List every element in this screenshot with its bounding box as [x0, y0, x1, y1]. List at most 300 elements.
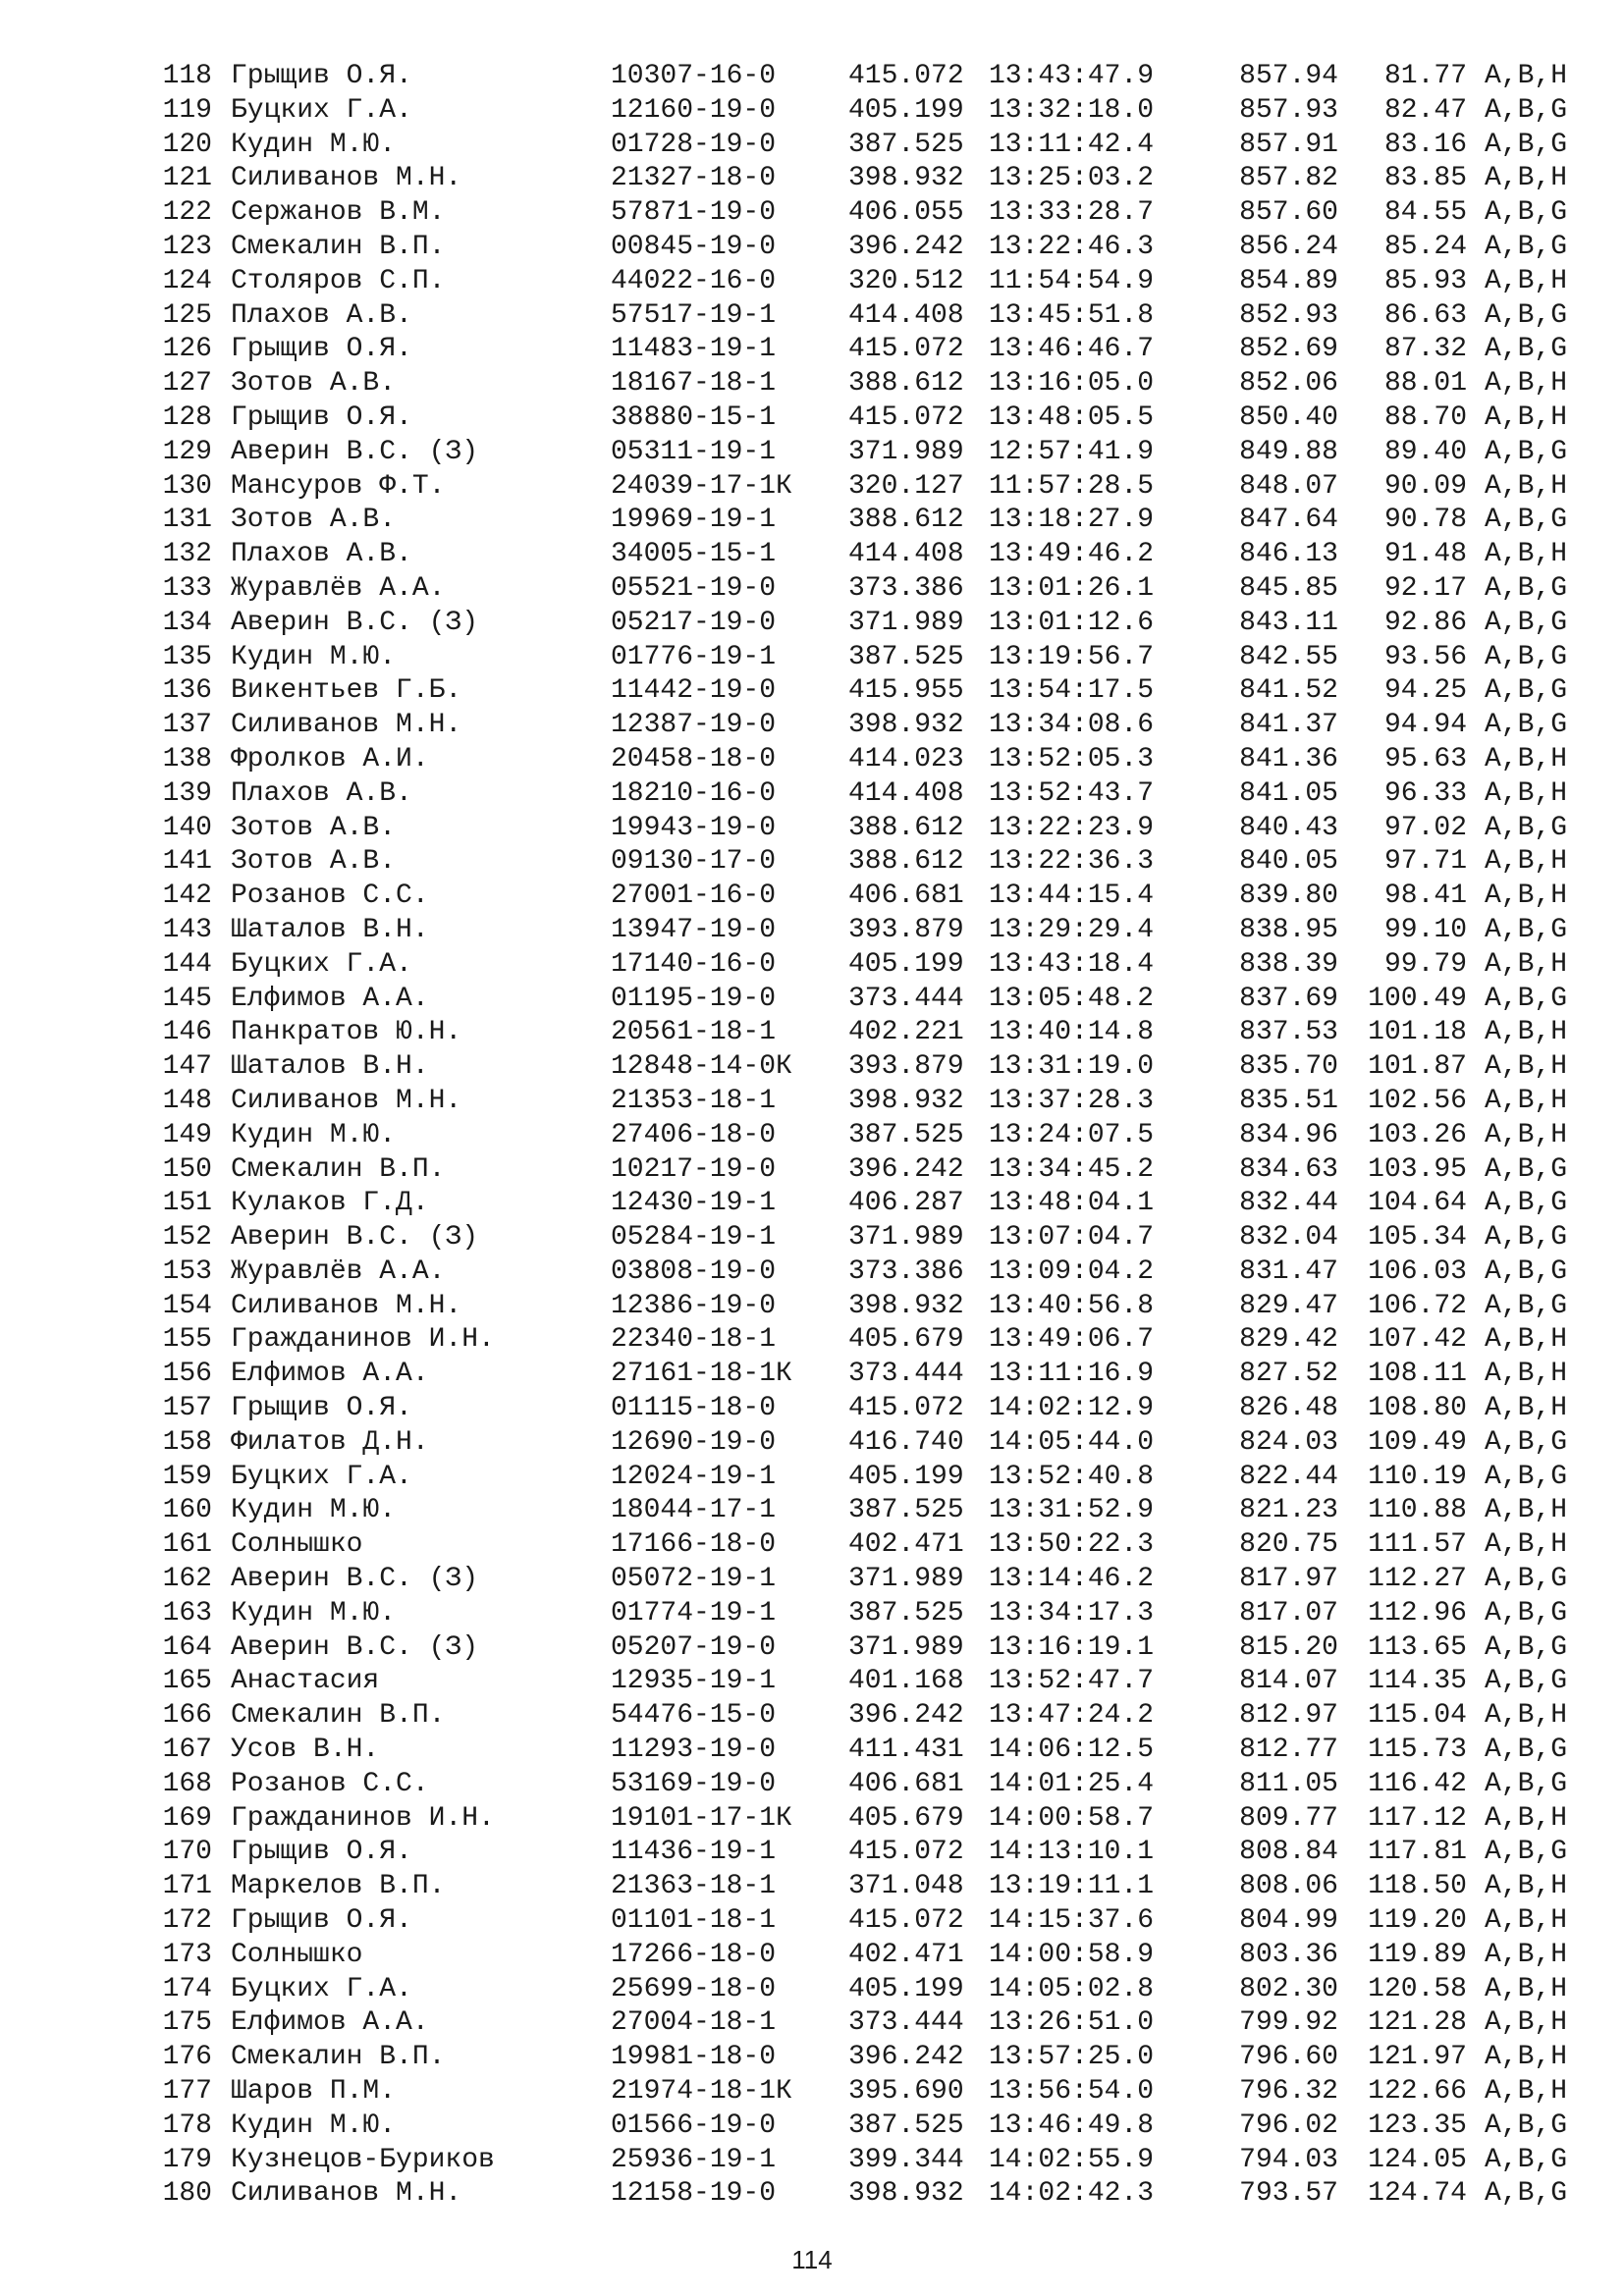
fancier-name: Усов В.Н. — [231, 1735, 380, 1766]
category: A,B,H — [1485, 777, 1568, 809]
speed: 838.95 — [1239, 914, 1338, 945]
coefficient: 115.04 — [1368, 1700, 1467, 1732]
category: A,B,G — [1485, 607, 1568, 638]
category: A,B,H — [1485, 1359, 1568, 1390]
category: A,B,H — [1485, 61, 1568, 91]
category: A,B,H — [1485, 1939, 1568, 1970]
speed: 796.32 — [1239, 2076, 1338, 2108]
ring-number: 10307-16-0 — [611, 61, 777, 91]
arrival-time: 13:22:46.3 — [989, 231, 1155, 262]
arrival-time: 13:16:05.0 — [989, 368, 1155, 400]
category: A,B,G — [1485, 1188, 1568, 1219]
distance: 402.471 — [848, 1529, 964, 1561]
arrival-time: 13:26:51.0 — [989, 2007, 1155, 2039]
category: A,B,G — [1485, 94, 1568, 126]
speed: 856.24 — [1239, 231, 1338, 262]
distance: 401.168 — [848, 1666, 964, 1697]
ring-number: 27161-18-1К — [611, 1359, 792, 1390]
fancier-name: Смекалин В.П. — [231, 1153, 446, 1185]
place: 166 — [162, 1700, 212, 1732]
distance: 373.386 — [848, 1255, 964, 1287]
distance: 414.408 — [848, 777, 964, 809]
speed: 835.51 — [1239, 1085, 1338, 1116]
speed: 829.47 — [1239, 1290, 1338, 1321]
speed: 793.57 — [1239, 2178, 1338, 2210]
distance: 399.344 — [848, 2144, 964, 2175]
category: A,B,G — [1485, 1631, 1568, 1663]
speed: 812.97 — [1239, 1700, 1338, 1732]
coefficient: 119.89 — [1368, 1939, 1467, 1970]
fancier-name: Елфимов А.А. — [231, 1359, 429, 1390]
fancier-name: Буцких Г.А. — [231, 94, 412, 126]
ring-number: 11436-19-1 — [611, 1837, 777, 1868]
distance: 393.879 — [848, 914, 964, 945]
category: A,B,H — [1485, 1802, 1568, 1834]
arrival-time: 13:29:29.4 — [989, 914, 1155, 945]
category: A,B,H — [1485, 1529, 1568, 1561]
speed: 841.05 — [1239, 777, 1338, 809]
arrival-time: 13:32:18.0 — [989, 94, 1155, 126]
place: 148 — [162, 1085, 212, 1116]
ring-number: 00845-19-0 — [611, 231, 777, 262]
ring-number: 20458-18-0 — [611, 743, 777, 774]
category: A,B,H — [1485, 163, 1568, 194]
speed: 815.20 — [1239, 1631, 1338, 1663]
place: 132 — [162, 539, 212, 570]
ring-number: 12430-19-1 — [611, 1188, 777, 1219]
speed: 822.44 — [1239, 1461, 1338, 1492]
coefficient: 101.87 — [1368, 1051, 1467, 1083]
distance: 395.690 — [848, 2076, 964, 2108]
ring-number: 12848-14-0К — [611, 1051, 792, 1083]
arrival-time: 13:44:15.4 — [989, 881, 1155, 912]
speed: 832.44 — [1239, 1188, 1338, 1219]
place: 152 — [162, 1222, 212, 1254]
category: A,B,G — [1485, 197, 1568, 229]
speed: 796.60 — [1239, 2042, 1338, 2073]
speed: 843.11 — [1239, 607, 1338, 638]
arrival-time: 13:14:46.2 — [989, 1564, 1155, 1595]
place: 162 — [162, 1564, 212, 1595]
distance: 411.431 — [848, 1735, 964, 1766]
distance: 415.072 — [848, 61, 964, 91]
place: 137 — [162, 710, 212, 741]
distance: 398.932 — [848, 1290, 964, 1321]
place: 135 — [162, 641, 212, 672]
fancier-name: Журавлёв А.А. — [231, 1255, 446, 1287]
fancier-name: Розанов С.С. — [231, 881, 429, 912]
fancier-name: Маркелов В.П. — [231, 1871, 446, 1902]
fancier-name: Смекалин В.П. — [231, 231, 446, 262]
coefficient: 81.77 — [1383, 61, 1467, 91]
coefficient: 90.78 — [1383, 505, 1467, 536]
place: 157 — [162, 1393, 212, 1424]
coefficient: 124.74 — [1368, 2178, 1467, 2210]
arrival-time: 11:54:54.9 — [989, 265, 1155, 296]
speed: 848.07 — [1239, 470, 1338, 502]
ring-number: 17266-18-0 — [611, 1939, 777, 1970]
place: 131 — [162, 505, 212, 536]
arrival-time: 13:01:26.1 — [989, 572, 1155, 604]
category: A,B,H — [1485, 1324, 1568, 1356]
coefficient: 94.25 — [1383, 675, 1467, 707]
distance: 393.879 — [848, 1051, 964, 1083]
coefficient: 103.26 — [1368, 1119, 1467, 1150]
category: A,B,G — [1485, 641, 1568, 672]
ring-number: 01776-19-1 — [611, 641, 777, 672]
place: 177 — [162, 2076, 212, 2108]
speed: 857.82 — [1239, 163, 1338, 194]
fancier-name: Кулаков Г.Д. — [231, 1188, 429, 1219]
arrival-time: 13:45:51.8 — [989, 299, 1155, 331]
coefficient: 92.86 — [1383, 607, 1467, 638]
speed: 849.88 — [1239, 436, 1338, 467]
category: A,B,G — [1485, 675, 1568, 707]
fancier-name: Шаталов В.Н. — [231, 1051, 429, 1083]
arrival-time: 14:00:58.9 — [989, 1939, 1155, 1970]
category: A,B,G — [1485, 1564, 1568, 1595]
coefficient: 112.27 — [1368, 1564, 1467, 1595]
distance: 405.679 — [848, 1324, 964, 1356]
coefficient: 97.71 — [1383, 846, 1467, 878]
coefficient: 114.35 — [1368, 1666, 1467, 1697]
place: 142 — [162, 881, 212, 912]
fancier-name: Силиванов М.Н. — [231, 1085, 462, 1116]
ring-number: 34005-15-1 — [611, 539, 777, 570]
place: 160 — [162, 1495, 212, 1526]
place: 149 — [162, 1119, 212, 1150]
category: A,B,G — [1485, 1597, 1568, 1629]
distance: 398.932 — [848, 2178, 964, 2210]
arrival-time: 13:56:54.0 — [989, 2076, 1155, 2108]
coefficient: 121.97 — [1368, 2042, 1467, 2073]
ring-number: 19943-19-0 — [611, 812, 777, 843]
distance: 371.989 — [848, 607, 964, 638]
ring-number: 19969-19-1 — [611, 505, 777, 536]
category: A,B,G — [1485, 1290, 1568, 1321]
distance: 396.242 — [848, 2042, 964, 2073]
distance: 415.072 — [848, 401, 964, 433]
ring-number: 19101-17-1К — [611, 1802, 792, 1834]
arrival-time: 13:48:04.1 — [989, 1188, 1155, 1219]
fancier-name: Фролков А.И. — [231, 743, 429, 774]
distance: 398.932 — [848, 1085, 964, 1116]
category: A,B,G — [1485, 572, 1568, 604]
ring-number: 13947-19-0 — [611, 914, 777, 945]
category: A,B,H — [1485, 881, 1568, 912]
coefficient: 96.33 — [1383, 777, 1467, 809]
ring-number: 44022-16-0 — [611, 265, 777, 296]
ring-number: 11442-19-0 — [611, 675, 777, 707]
ring-number: 21327-18-0 — [611, 163, 777, 194]
page-number: 114 — [791, 2245, 833, 2274]
place: 124 — [162, 265, 212, 296]
place: 127 — [162, 368, 212, 400]
category: A,B,G — [1485, 2178, 1568, 2210]
arrival-time: 13:57:25.0 — [989, 2042, 1155, 2073]
category: A,B,H — [1485, 948, 1568, 980]
place: 165 — [162, 1666, 212, 1697]
fancier-name: Панкратов Ю.Н. — [231, 1017, 462, 1048]
arrival-time: 13:18:27.9 — [989, 505, 1155, 536]
ring-number: 05217-19-0 — [611, 607, 777, 638]
category: A,B,G — [1485, 436, 1568, 467]
category: A,B,H — [1485, 2042, 1568, 2073]
arrival-time: 13:49:06.7 — [989, 1324, 1155, 1356]
speed: 837.53 — [1239, 1017, 1338, 1048]
ring-number: 12387-19-0 — [611, 710, 777, 741]
fancier-name: Анастасия — [231, 1666, 380, 1697]
distance: 405.199 — [848, 1973, 964, 2004]
ring-number: 21974-18-1К — [611, 2076, 792, 2108]
distance: 387.525 — [848, 2109, 964, 2141]
ring-number: 54476-15-0 — [611, 1700, 777, 1732]
category: A,B,H — [1485, 2007, 1568, 2039]
speed: 840.43 — [1239, 812, 1338, 843]
fancier-name: Зотов А.В. — [231, 812, 397, 843]
place: 118 — [162, 61, 212, 91]
distance: 387.525 — [848, 1119, 964, 1150]
distance: 415.955 — [848, 675, 964, 707]
category: A,B,G — [1485, 505, 1568, 536]
distance: 396.242 — [848, 1700, 964, 1732]
fancier-name: Грыщив О.Я. — [231, 1393, 412, 1424]
fancier-name: Зотов А.В. — [231, 505, 397, 536]
ring-number: 18210-16-0 — [611, 777, 777, 809]
speed: 827.52 — [1239, 1359, 1338, 1390]
coefficient: 120.58 — [1368, 1973, 1467, 2004]
category: A,B,H — [1485, 1393, 1568, 1424]
fancier-name: Шаталов В.Н. — [231, 914, 429, 945]
coefficient: 121.28 — [1368, 2007, 1467, 2039]
category: A,B,H — [1485, 743, 1568, 774]
place: 120 — [162, 129, 212, 160]
speed: 808.84 — [1239, 1837, 1338, 1868]
coefficient: 105.34 — [1368, 1222, 1467, 1254]
distance: 373.444 — [848, 983, 964, 1014]
category: A,B,G — [1485, 1735, 1568, 1766]
speed: 831.47 — [1239, 1255, 1338, 1287]
arrival-time: 13:43:18.4 — [989, 948, 1155, 980]
place: 145 — [162, 983, 212, 1014]
fancier-name: Аверин В.С. (З) — [231, 1222, 479, 1254]
ring-number: 27004-18-1 — [611, 2007, 777, 2039]
arrival-time: 13:43:47.9 — [989, 61, 1155, 91]
coefficient: 108.80 — [1368, 1393, 1467, 1424]
fancier-name: Журавлёв А.А. — [231, 572, 446, 604]
place: 141 — [162, 846, 212, 878]
distance: 387.525 — [848, 1597, 964, 1629]
category: A,B,H — [1485, 1871, 1568, 1902]
fancier-name: Сержанов В.М. — [231, 197, 446, 229]
ring-number: 21363-18-1 — [611, 1871, 777, 1902]
arrival-time: 13:11:42.4 — [989, 129, 1155, 160]
coefficient: 109.49 — [1368, 1426, 1467, 1458]
place: 159 — [162, 1461, 212, 1492]
ring-number: 27001-16-0 — [611, 881, 777, 912]
distance: 387.525 — [848, 129, 964, 160]
category: A,B,G — [1485, 1666, 1568, 1697]
speed: 832.04 — [1239, 1222, 1338, 1254]
fancier-name: Силиванов М.Н. — [231, 710, 462, 741]
category: A,B,H — [1485, 2076, 1568, 2108]
place: 154 — [162, 1290, 212, 1321]
distance: 371.989 — [848, 1564, 964, 1595]
coefficient: 83.16 — [1383, 129, 1467, 160]
arrival-time: 13:34:08.6 — [989, 710, 1155, 741]
speed: 854.89 — [1239, 265, 1338, 296]
place: 128 — [162, 401, 212, 433]
fancier-name: Столяров С.П. — [231, 265, 446, 296]
arrival-time: 11:57:28.5 — [989, 470, 1155, 502]
category: A,B,H — [1485, 265, 1568, 296]
speed: 841.52 — [1239, 675, 1338, 707]
coefficient: 82.47 — [1383, 94, 1467, 126]
place: 178 — [162, 2109, 212, 2141]
distance: 387.525 — [848, 1495, 964, 1526]
place: 150 — [162, 1153, 212, 1185]
category: A,B,G — [1485, 1426, 1568, 1458]
place: 153 — [162, 1255, 212, 1287]
category: A,B,G — [1485, 334, 1568, 365]
ring-number: 12386-19-0 — [611, 1290, 777, 1321]
arrival-time: 13:09:04.2 — [989, 1255, 1155, 1287]
ring-number: 11483-19-1 — [611, 334, 777, 365]
distance: 414.408 — [848, 299, 964, 331]
speed: 857.91 — [1239, 129, 1338, 160]
fancier-name: Елфимов А.А. — [231, 2007, 429, 2039]
ring-number: 17140-16-0 — [611, 948, 777, 980]
speed: 842.55 — [1239, 641, 1338, 672]
place: 175 — [162, 2007, 212, 2039]
distance: 402.221 — [848, 1017, 964, 1048]
category: A,B,G — [1485, 129, 1568, 160]
place: 171 — [162, 1871, 212, 1902]
fancier-name: Гражданинов И.Н. — [231, 1324, 495, 1356]
place: 130 — [162, 470, 212, 502]
place: 119 — [162, 94, 212, 126]
speed: 799.92 — [1239, 2007, 1338, 2039]
arrival-time: 13:52:47.7 — [989, 1666, 1155, 1697]
ring-number: 38880-15-1 — [611, 401, 777, 433]
arrival-time: 14:13:10.1 — [989, 1837, 1155, 1868]
arrival-time: 13:31:19.0 — [989, 1051, 1155, 1083]
ring-number: 01566-19-0 — [611, 2109, 777, 2141]
coefficient: 108.11 — [1368, 1359, 1467, 1390]
fancier-name: Грыщив О.Я. — [231, 61, 412, 91]
ring-number: 19981-18-0 — [611, 2042, 777, 2073]
place: 133 — [162, 572, 212, 604]
distance: 405.199 — [848, 94, 964, 126]
ring-number: 05207-19-0 — [611, 1631, 777, 1663]
ring-number: 21353-18-1 — [611, 1085, 777, 1116]
fancier-name: Шаров П.М. — [231, 2076, 397, 2108]
category: A,B,G — [1485, 2109, 1568, 2141]
ring-number: 18167-18-1 — [611, 368, 777, 400]
category: A,B,G — [1485, 812, 1568, 843]
distance: 402.471 — [848, 1939, 964, 1970]
distance: 406.055 — [848, 197, 964, 229]
coefficient: 94.94 — [1383, 710, 1467, 741]
category: A,B,H — [1485, 1905, 1568, 1937]
arrival-time: 13:31:52.9 — [989, 1495, 1155, 1526]
arrival-time: 14:02:42.3 — [989, 2178, 1155, 2210]
coefficient: 110.88 — [1368, 1495, 1467, 1526]
place: 158 — [162, 1426, 212, 1458]
coefficient: 118.50 — [1368, 1871, 1467, 1902]
speed: 846.13 — [1239, 539, 1338, 570]
speed: 820.75 — [1239, 1529, 1338, 1561]
fancier-name: Силиванов М.Н. — [231, 2178, 462, 2210]
category: A,B,G — [1485, 914, 1568, 945]
distance: 414.023 — [848, 743, 964, 774]
coefficient: 100.49 — [1368, 983, 1467, 1014]
speed: 812.77 — [1239, 1735, 1338, 1766]
place: 156 — [162, 1359, 212, 1390]
arrival-time: 14:05:02.8 — [989, 1973, 1155, 2004]
place: 172 — [162, 1905, 212, 1937]
speed: 814.07 — [1239, 1666, 1338, 1697]
arrival-time: 13:24:07.5 — [989, 1119, 1155, 1150]
arrival-time: 13:37:28.3 — [989, 1085, 1155, 1116]
place: 179 — [162, 2144, 212, 2175]
arrival-time: 13:40:14.8 — [989, 1017, 1155, 1048]
distance: 396.242 — [848, 1153, 964, 1185]
ring-number: 05521-19-0 — [611, 572, 777, 604]
fancier-name: Гражданинов И.Н. — [231, 1802, 495, 1834]
place: 125 — [162, 299, 212, 331]
speed: 852.06 — [1239, 368, 1338, 400]
speed: 857.60 — [1239, 197, 1338, 229]
category: A,B,H — [1485, 368, 1568, 400]
distance: 406.287 — [848, 1188, 964, 1219]
fancier-name: Смекалин В.П. — [231, 2042, 446, 2073]
category: A,B,H — [1485, 846, 1568, 878]
arrival-time: 12:57:41.9 — [989, 436, 1155, 467]
speed: 796.02 — [1239, 2109, 1338, 2141]
ring-number: 22340-18-1 — [611, 1324, 777, 1356]
coefficient: 110.19 — [1368, 1461, 1467, 1492]
arrival-time: 13:49:46.2 — [989, 539, 1155, 570]
fancier-name: Кудин М.Ю. — [231, 129, 397, 160]
fancier-name: Аверин В.С. (З) — [231, 607, 479, 638]
distance: 406.681 — [848, 881, 964, 912]
coefficient: 106.72 — [1368, 1290, 1467, 1321]
coefficient: 89.40 — [1383, 436, 1467, 467]
distance: 406.681 — [848, 1768, 964, 1799]
speed: 824.03 — [1239, 1426, 1338, 1458]
place: 129 — [162, 436, 212, 467]
place: 140 — [162, 812, 212, 843]
speed: 817.97 — [1239, 1564, 1338, 1595]
place: 147 — [162, 1051, 212, 1083]
coefficient: 117.12 — [1368, 1802, 1467, 1834]
speed: 838.39 — [1239, 948, 1338, 980]
ring-number: 09130-17-0 — [611, 846, 777, 878]
coefficient: 91.48 — [1383, 539, 1467, 570]
arrival-time: 13:52:40.8 — [989, 1461, 1155, 1492]
arrival-time: 13:05:48.2 — [989, 983, 1155, 1014]
ring-number: 12024-19-1 — [611, 1461, 777, 1492]
fancier-name: Силиванов М.Н. — [231, 1290, 462, 1321]
fancier-name: Аверин В.С. (З) — [231, 1631, 479, 1663]
distance: 414.408 — [848, 539, 964, 570]
arrival-time: 13:40:56.8 — [989, 1290, 1155, 1321]
coefficient: 116.42 — [1368, 1768, 1467, 1799]
place: 123 — [162, 231, 212, 262]
distance: 405.199 — [848, 1461, 964, 1492]
ring-number: 05284-19-1 — [611, 1222, 777, 1254]
